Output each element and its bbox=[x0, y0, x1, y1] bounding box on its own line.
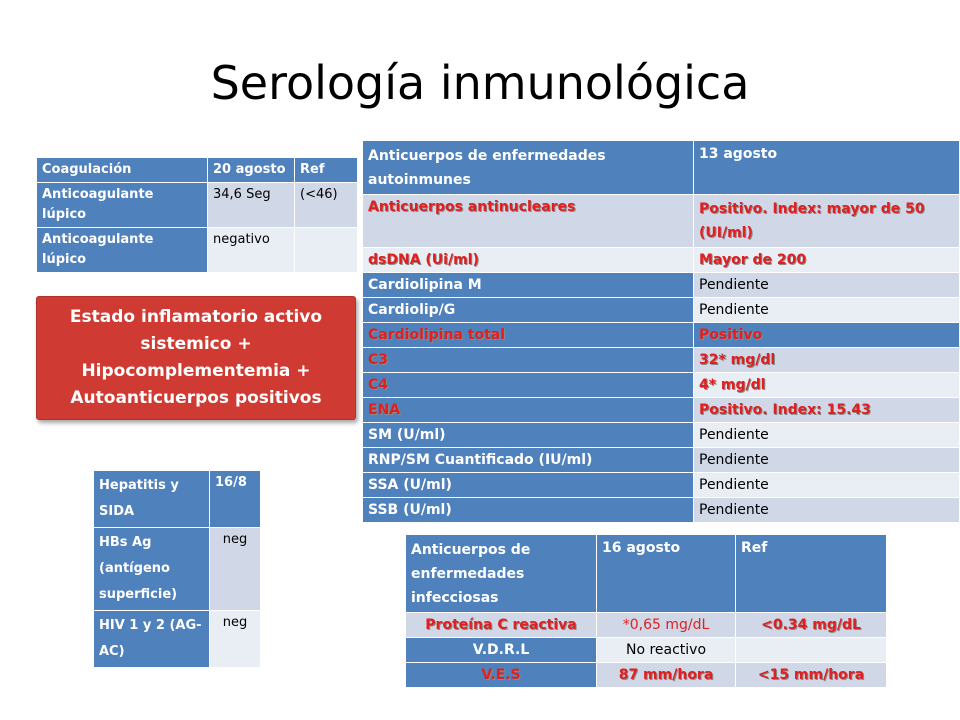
table-header-cell: 16/8 bbox=[210, 471, 261, 528]
table-cell: Mayor de 200 bbox=[694, 248, 960, 273]
table-cell: No reactivo bbox=[597, 638, 736, 663]
table-row bbox=[37, 228, 358, 273]
table-cell: Positivo bbox=[694, 323, 960, 348]
table-cell: Cardiolipina M bbox=[363, 273, 694, 298]
table-header-cell: Ref bbox=[295, 158, 358, 183]
table-cell bbox=[295, 228, 358, 273]
table-row bbox=[363, 373, 960, 398]
summary-callout bbox=[36, 296, 356, 420]
table-cell: C3 bbox=[363, 348, 694, 373]
table-cell: <15 mm/hora bbox=[736, 663, 887, 688]
table-cell: V.D.R.L bbox=[406, 638, 597, 663]
table-cell: HBs Ag (antígeno superficie) bbox=[94, 528, 210, 611]
table-cell: Positivo. Index: mayor de 50 (UI/ml) bbox=[694, 195, 960, 248]
table-cell: Cardiolipina total bbox=[363, 323, 694, 348]
table-header-cell: 16 agosto bbox=[597, 535, 736, 613]
table-row bbox=[363, 473, 960, 498]
table-cell: C4 bbox=[363, 373, 694, 398]
table-header-cell: 20 agosto bbox=[208, 158, 295, 183]
table-cell: <0.34 mg/dL bbox=[736, 613, 887, 638]
table-header-row bbox=[363, 141, 960, 195]
table-cell: *0,65 mg/dL bbox=[597, 613, 736, 638]
table-cell: Pendiente bbox=[694, 298, 960, 323]
table-cell: 4* mg/dl bbox=[694, 373, 960, 398]
table-cell: Pendiente bbox=[694, 498, 960, 523]
table-cell: negativo bbox=[208, 228, 295, 273]
table-row bbox=[363, 423, 960, 448]
table-cell: dsDNA (Ui/ml) bbox=[363, 248, 694, 273]
table-cell: Pendiente bbox=[694, 448, 960, 473]
table-row bbox=[363, 195, 960, 248]
coagulation-table bbox=[36, 157, 358, 273]
summary-line: Estado inflamatorio activo bbox=[69, 307, 323, 327]
table-row bbox=[363, 448, 960, 473]
table-cell: Anticoagulante lúpico bbox=[37, 183, 208, 228]
table-header-cell: Anticuerpos de enfermedades infecciosas bbox=[406, 535, 597, 613]
table-row bbox=[406, 663, 887, 688]
table-cell bbox=[736, 638, 887, 663]
table-cell: SM (U/ml) bbox=[363, 423, 694, 448]
table-cell: Pendiente bbox=[694, 273, 960, 298]
table-header-cell: Anticuerpos de enfermedades autoinmunes bbox=[363, 141, 694, 195]
table-row bbox=[363, 348, 960, 373]
table-header-cell: Coagulación bbox=[37, 158, 208, 183]
table-row bbox=[363, 498, 960, 523]
table-cell: neg bbox=[210, 528, 261, 611]
table-row bbox=[37, 183, 358, 228]
summary-line: sistemico + bbox=[140, 334, 252, 354]
table-cell: V.E.S bbox=[406, 663, 597, 688]
table-row bbox=[363, 273, 960, 298]
summary-line: Hipocomplementemia + bbox=[81, 361, 311, 381]
table-cell: Positivo. Index: 15.43 bbox=[694, 398, 960, 423]
summary-line: Autoanticuerpos positivos bbox=[70, 388, 322, 408]
table-cell: Proteína C reactiva bbox=[406, 613, 597, 638]
hepatitis-table bbox=[93, 470, 261, 668]
autoimmune-table bbox=[362, 140, 960, 523]
table-cell: 87 mm/hora bbox=[597, 663, 736, 688]
table-header-cell: Hepatitis y SIDA bbox=[94, 471, 210, 528]
table-row bbox=[406, 638, 887, 663]
table-cell: Anticuerpos antinucleares bbox=[363, 195, 694, 248]
table-cell: RNP/SM Cuantificado (IU/ml) bbox=[363, 448, 694, 473]
table-cell: 32* mg/dl bbox=[694, 348, 960, 373]
table-cell: Pendiente bbox=[694, 473, 960, 498]
table-header-cell: 13 agosto bbox=[694, 141, 960, 195]
table-row bbox=[94, 528, 261, 611]
table-cell: (<46) bbox=[295, 183, 358, 228]
table-row bbox=[406, 613, 887, 638]
table-row bbox=[94, 611, 261, 668]
table-cell: HIV 1 y 2 (AG-AC) bbox=[94, 611, 210, 668]
table-row bbox=[363, 323, 960, 348]
table-cell: ENA bbox=[363, 398, 694, 423]
table-header-cell: Ref bbox=[736, 535, 887, 613]
table-cell: neg bbox=[210, 611, 261, 668]
table-row bbox=[363, 398, 960, 423]
slide-title: Serología inmunológica bbox=[210, 56, 750, 110]
table-header-row bbox=[37, 158, 358, 183]
table-cell: Pendiente bbox=[694, 423, 960, 448]
table-header-row bbox=[406, 535, 887, 613]
table-row bbox=[363, 298, 960, 323]
table-header-row bbox=[94, 471, 261, 528]
table-cell: SSA (U/ml) bbox=[363, 473, 694, 498]
table-cell: SSB (U/ml) bbox=[363, 498, 694, 523]
table-cell: Anticoagulante lúpico bbox=[37, 228, 208, 273]
table-row bbox=[363, 248, 960, 273]
table-cell: 34,6 Seg bbox=[208, 183, 295, 228]
infectious-table bbox=[405, 534, 887, 688]
table-cell: Cardiolip/G bbox=[363, 298, 694, 323]
